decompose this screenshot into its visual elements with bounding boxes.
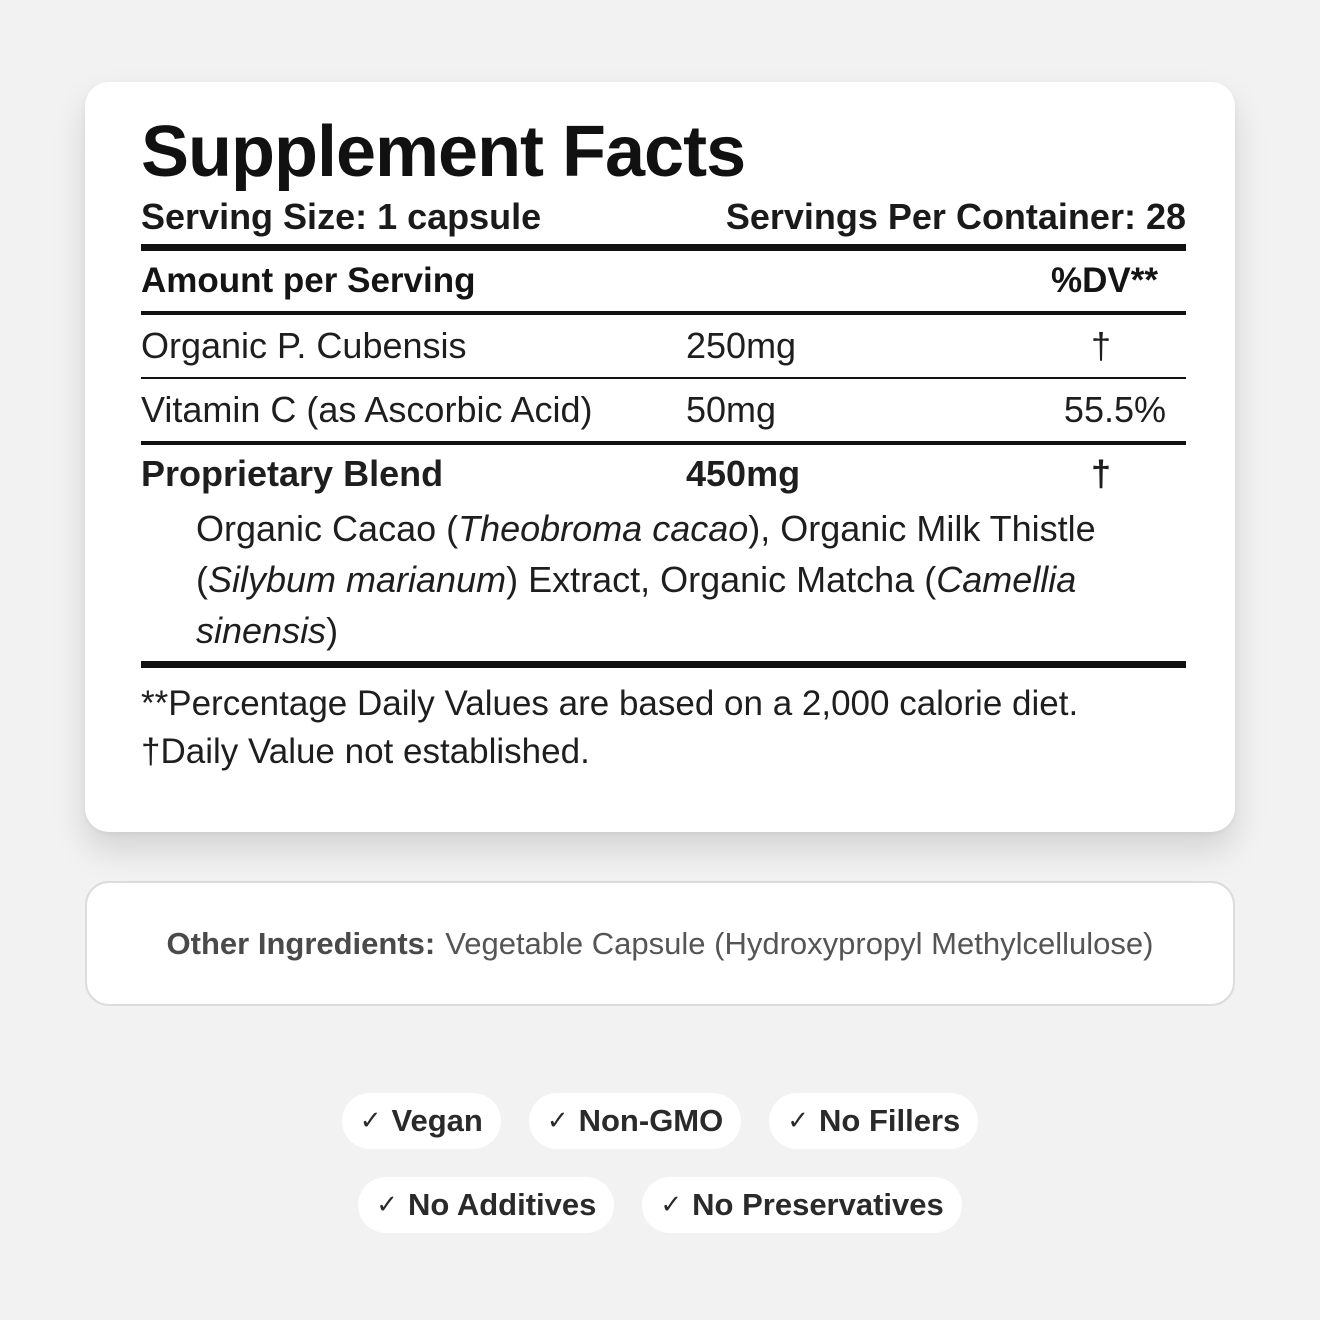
badge-label: No Fillers xyxy=(819,1103,961,1138)
check-icon: ✓ xyxy=(660,1190,683,1220)
check-icon: ✓ xyxy=(376,1190,399,1220)
other-ingredients-label: Other Ingredients: xyxy=(166,925,436,961)
blend-text: ) Extract, Organic Matcha ( xyxy=(506,559,937,600)
blend-dv: † xyxy=(1090,453,1112,494)
botanical-name: Silybum marianum xyxy=(208,559,507,600)
ingredient-row xyxy=(141,315,1186,377)
botanical-name: Theobroma cacao xyxy=(458,508,749,549)
badge-label: Vegan xyxy=(391,1103,483,1138)
check-icon: ✓ xyxy=(787,1106,810,1136)
footnote-daily-values: **Percentage Daily Values are based on a 2,000 calorie diet. xyxy=(141,684,1079,723)
botanical-name: Camellia sinensis xyxy=(196,559,1077,651)
badge-label: Non-GMO xyxy=(578,1103,724,1138)
badge-no-preservatives xyxy=(642,1177,961,1233)
check-icon: ✓ xyxy=(546,1106,569,1136)
ingredient-dv: 55.5% xyxy=(1063,389,1166,430)
badge-label: No Additives xyxy=(408,1187,597,1222)
other-ingredients-value: Vegetable Capsule (Hydroxypropyl Methylcellulose) xyxy=(445,925,1154,961)
badge-no-additives xyxy=(358,1177,614,1233)
footnote-not-established: †Daily Value not established. xyxy=(141,732,590,771)
ingredient-amount: 250mg xyxy=(686,325,797,366)
badge-non-gmo xyxy=(529,1093,741,1149)
blend-text: ), Organic Milk Thistle ( xyxy=(196,508,1096,600)
servings-per-container: Servings Per Container: 28 xyxy=(725,196,1186,237)
dv-header-label: %DV** xyxy=(1051,261,1158,300)
supplement-facts-panel xyxy=(85,82,1235,832)
badge-row xyxy=(0,1177,1320,1233)
check-icon: ✓ xyxy=(359,1106,382,1136)
other-ingredients-panel xyxy=(85,881,1235,1006)
serving-size: Serving Size: 1 capsule xyxy=(141,196,542,237)
divider xyxy=(141,244,1186,251)
ingredient-name: Organic P. Cubensis xyxy=(141,325,467,366)
badge-no-fillers xyxy=(769,1093,978,1149)
supplement-facts-content xyxy=(141,112,1186,776)
ingredient-dv: † xyxy=(1090,325,1112,366)
blend-name: Proprietary Blend xyxy=(141,453,444,494)
ingredient-row xyxy=(141,379,1186,441)
ingredient-name: Vitamin C (as Ascorbic Acid) xyxy=(141,389,593,430)
blend-text: Organic Cacao ( xyxy=(196,508,459,549)
badge-vegan xyxy=(342,1093,501,1149)
blend-text: ) xyxy=(326,610,339,651)
proprietary-blend-row xyxy=(141,445,1186,503)
badge-label: No Preservatives xyxy=(692,1187,944,1222)
ingredient-amount: 50mg xyxy=(686,389,777,430)
blend-ingredients xyxy=(141,503,1186,661)
amount-per-serving-label: Amount per Serving xyxy=(141,261,476,300)
serving-info xyxy=(141,192,1186,244)
badge-row xyxy=(0,1093,1320,1149)
blend-amount: 450mg xyxy=(686,453,801,494)
footnotes xyxy=(141,668,1186,776)
facts-title: Supplement Facts xyxy=(141,112,746,192)
divider xyxy=(141,661,1186,668)
amount-header-row xyxy=(141,251,1186,311)
